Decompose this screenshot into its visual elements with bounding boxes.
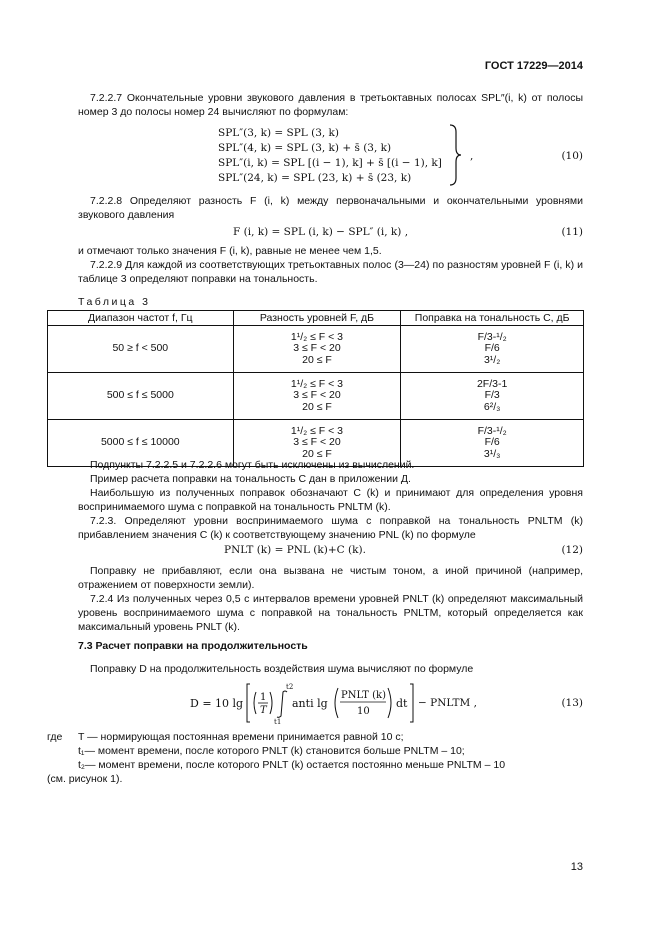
diff-line: 1¹/₂ ≤ F < 3 <box>290 424 344 437</box>
table-3-caption: Таблица 3 <box>78 296 151 308</box>
paragraph-7-2-4: 7.2.4 Из полученных через 0,5 с интервалов времени уровней PNLT (k) определяют максимальный уровень воспринимаемого шума с поправкой на тональность PNLTM, который определяется как максимальный уровень PNLT (k). <box>78 593 583 633</box>
definition-text: T — нормирующая постоянная времени принимается равной 10 с; <box>78 731 404 743</box>
document-id: ГОСТ 17229—2014 <box>484 60 583 72</box>
formula-11: F (i, k) = SPL (i, k) − SPL″ (i, k) , <box>233 226 409 238</box>
paragraph-7-2-2-8-cont: и отмечают только значения F (i, k), равные не менее чем 1,5. <box>78 245 382 257</box>
definitions-list <box>47 730 584 786</box>
formula-10-tail: , <box>470 150 474 162</box>
paragraph-7-2-2-9: 7.2.2.9 Для каждой из соответствующих третьоктавных полос (3—24) по разностям уровней F (i, k) и таблице 3 определяют поправки на тональность. <box>78 259 583 285</box>
definition-text: t₂— момент времени, после которого PNLT (k) остается постоянно меньше PNLTM – 10 <box>78 759 506 771</box>
corr-line: 3¹/₂ <box>483 353 501 366</box>
table-header-row <box>48 311 584 326</box>
formula-13-lhs: D = 10 lg <box>190 697 244 710</box>
diff-line: 20 ≤ F <box>302 447 332 460</box>
formula-13-rhs: − PNLTM , <box>418 697 477 709</box>
definition-row <box>47 758 584 772</box>
corr-line: F/6 <box>484 342 500 355</box>
diff-line: 1¹/₂ ≤ F < 3 <box>290 377 344 390</box>
diff-line: 20 ≤ F <box>302 400 332 413</box>
paragraph-exclusion: Подпункты 7.2.2.5 и 7.2.2.6 могут быть исключены из вычислений. <box>90 459 415 471</box>
formula-13-anti: anti lg <box>292 697 328 710</box>
corr-line: 6²/₃ <box>483 400 501 413</box>
formula-10-line-2: SPL″(4, k) = SPL (3, k) + s̄ (3, k) <box>218 142 392 154</box>
paragraph-7-3: Поправку D на продолжительность воздействия шума вычисляют по формуле <box>90 663 474 675</box>
cell-frequency-range: 500 ≤ f ≤ 5000 <box>48 373 234 420</box>
formula-11-number: (11) <box>561 226 583 238</box>
formula-13-number: (13) <box>561 697 583 709</box>
definition-lead: где <box>47 731 63 743</box>
formula-10-line-3: SPL″(i, k) = SPL [(i − 1), k] + s̄ [(i − 1), k] <box>218 157 442 169</box>
formula-13 <box>190 680 450 726</box>
paragraph-7-2-3: 7.2.3. Определяют уровни воспринимаемого шума с поправкой на тональность PNLTM (k) прибавлением значения C (k) к соответствующему значению PNL (k) по формуле <box>78 515 583 541</box>
paragraph-7-2-2-8: 7.2.2.8 Определяют разность F (i, k) между первоначальными и окончательными уровнями звукового давления <box>78 195 583 221</box>
table-row <box>48 326 584 373</box>
paragraph-7-2-2-7: 7.2.2.7 Окончательные уровни звукового давления в третьоктавных полосах SPL″(i, k) от полосы номер 3 до полосы номер 24 вычисляют по формулам: <box>78 92 583 118</box>
table-3 <box>47 310 584 467</box>
corr-line: 3¹/₃ <box>483 447 501 460</box>
header-level-difference: Разность уровней F, дБ <box>233 311 401 326</box>
diff-line: 3 ≤ F < 20 <box>293 342 341 355</box>
formula-13-dt: dt <box>396 697 408 710</box>
corr-line: F/3-¹/₂ <box>477 424 507 437</box>
diff-line: 1¹/₂ ≤ F < 3 <box>290 330 344 343</box>
definition-row <box>47 730 584 744</box>
formula-13-int-upper: t2 <box>286 683 294 691</box>
corr-line: F/6 <box>484 436 500 449</box>
paragraph-no-add: Поправку не прибавляют, если она вызвана не чистым тоном, а иной причиной (например, отражением от поверхности земли). <box>78 565 583 591</box>
paragraph-max-correction: Наибольшую из полученных поправок обозначают C (k) и принимают для определения уровня воспринимаемого шума с поправкой на тональность PNLTM (k). <box>78 487 583 513</box>
definition-row <box>47 772 584 786</box>
header-tone-correction: Поправка на тональность C, дБ <box>401 311 584 326</box>
right-brace <box>448 124 462 186</box>
section-7-3-heading: 7.3 Расчет поправки на продолжительность <box>78 640 308 652</box>
header-frequency-range: Диапазон частот f, Гц <box>48 311 234 326</box>
diff-line: 20 ≤ F <box>302 353 332 366</box>
table-row <box>48 373 584 420</box>
formula-13-frac1-num: 1 <box>260 692 267 703</box>
page-number: 13 <box>570 861 583 873</box>
formula-13-frac1-den: T <box>260 705 267 716</box>
definition-row <box>47 744 584 758</box>
formula-13-int-lower: t1 <box>274 718 282 726</box>
formula-12-number: (12) <box>561 544 583 556</box>
cell-frequency-range: 50 ≥ f < 500 <box>48 326 234 373</box>
definition-text: (см. рисунок 1). <box>47 773 123 785</box>
formula-10-line-4: SPL″(24, k) = SPL (23, k) + s̄ (23, k) <box>218 172 412 184</box>
cell-frequency-range: 5000 ≤ f ≤ 10000 <box>48 420 234 467</box>
cell-corrections <box>401 373 584 420</box>
formula-13-frac2-num: PNLT (k) <box>341 690 387 701</box>
diff-line: 3 ≤ F < 20 <box>293 389 341 402</box>
cell-level-differences <box>233 326 401 373</box>
formula-10-number: (10) <box>561 150 583 162</box>
formula-13-frac2-den: 10 <box>357 706 370 717</box>
paragraph-example: Пример расчета поправки на тональность C дан в приложении Д. <box>90 473 411 485</box>
formula-10-line-1: SPL″(3, k) = SPL (3, k) <box>218 127 340 139</box>
cell-corrections <box>401 326 584 373</box>
corr-line: F/3 <box>484 389 500 402</box>
diff-line: 3 ≤ F < 20 <box>293 436 341 449</box>
definition-text: t₁— момент времени, после которого PNLT (k) становится больше PNLTM – 10; <box>78 745 465 757</box>
formula-12: PNLT (k) = PNL (k)+C (k). <box>224 544 366 556</box>
corr-line: 2F/3-1 <box>476 377 508 390</box>
cell-level-differences <box>233 373 401 420</box>
corr-line: F/3-¹/₂ <box>477 330 507 343</box>
